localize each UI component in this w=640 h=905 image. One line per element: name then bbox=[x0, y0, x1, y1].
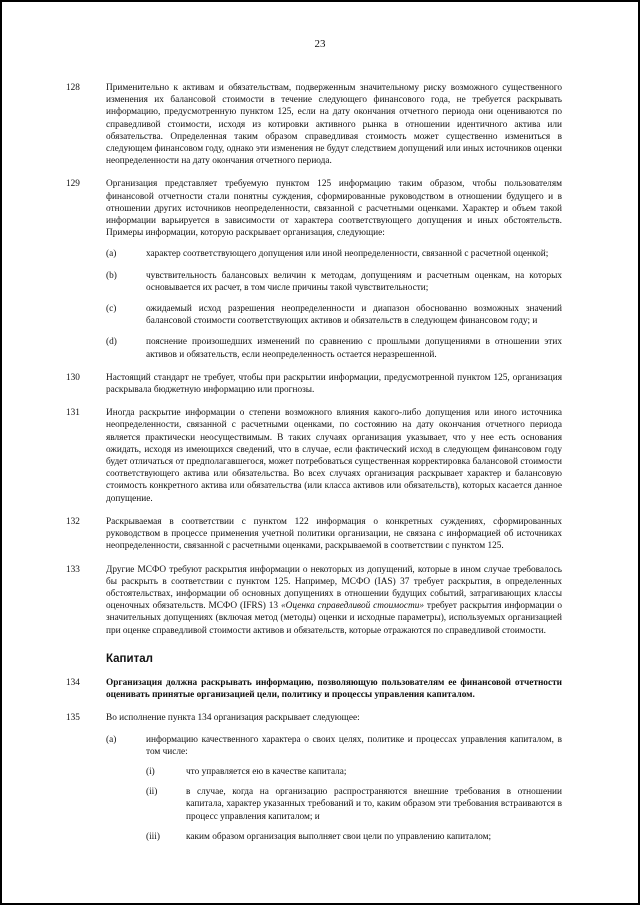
list-item-label: (d) bbox=[106, 337, 117, 348]
paragraph-135 bbox=[66, 712, 562, 843]
text-segment: Другие МСФО требуют раскрытия информации о некоторых из допущений, которые в ином случае требовалось бы раскрыть в соответствии с пунктом 125. Например, МСФО (IAS) 37 требует раскрытия, в определенных обстоятельствах, информации об основных допущениях в отношении будущих событий, затрагивающих классы оценочных обязательств. МСФО (IFRS) 13 bbox=[106, 564, 562, 612]
list-item-label: (c) bbox=[106, 304, 117, 315]
paragraph-number: 132 bbox=[66, 516, 80, 527]
sub-list-item bbox=[146, 766, 562, 778]
list-item-text: пояснение произошедших изменений по сравнению с прошлыми допущениями в отношении этих активов и обязательств, если неопределенность остается неразрешенной. bbox=[146, 337, 562, 360]
sub-list-item-text: в случае, когда на организацию распространяются внешние требования в отношении капитала, характер указанных требований и то, каким образом эти требования встраиваются в процесс управления капиталом; и bbox=[186, 787, 562, 822]
paragraph-text: Иногда раскрытие информации о степени возможного влияния какого-либо допущения или иного источника неопределенности, связанной с расчетными оценками, по состоянию на дату окончания отчетного периода является практически неосуществимым. В таких случаях организация указывает, что у нее есть основания ожидать, исходя из имеющихся сведений, что в случае, если фактический исход в следующем финансовом году будет отличаться от предполагавшегося, может потребоваться существенная корректировка балансовой стоимости соответствующего актива или обязательства. Во всех случаях организация раскрывает характер и балансовую стоимость конкретного актива или обязательства (или класса активов или обязательств), которых касается данное допущение. bbox=[106, 408, 562, 504]
paragraph-130 bbox=[66, 372, 562, 396]
paragraph-134 bbox=[66, 677, 562, 701]
paragraph-text: Применительно к активам и обязательствам, подверженным значительному риску возможного существенного изменения их балансовой стоимости в течение следующего финансового года, не требуется раскрывать информацию, предусмотренную пунктом 125, если на дату окончания отчетного периода они оцениваются по справедливой стоимости, исходя из котировки активного рынка в отношении идентичного актива или обязательства. Определенная таким образом справедливая стоимость может существенно измениться в следующем финансовом году, однако эти изменения не будут следствием допущений или иных источников оценки неопределенности на дату окончания отчетного периода. bbox=[106, 83, 562, 167]
sub-list-item-text: каким образом организация выполняет свои цели по управлению капиталом; bbox=[186, 831, 492, 842]
paragraph-number: 130 bbox=[66, 372, 80, 383]
paragraph-131 bbox=[66, 407, 562, 505]
paragraph-number: 135 bbox=[66, 713, 80, 724]
list-item-label: (a) bbox=[106, 734, 117, 745]
paragraph-text: Настоящий стандарт не требует, чтобы при раскрытии информации, предусмотренной пунктом 125, организация раскрывала бюджетную информацию или прогнозы. bbox=[106, 372, 562, 396]
paragraph-number: 131 bbox=[66, 408, 80, 419]
list-item bbox=[106, 303, 562, 327]
paragraph-text-bold: Организация должна раскрывать информацию, позволяющую пользователям ее финансовой отчетности оценивать принятые организацией цели, политику и процессы управления капиталом. bbox=[106, 677, 562, 701]
paragraph-132 bbox=[66, 516, 562, 553]
sub-list-item-label: (iii) bbox=[146, 831, 160, 842]
list-item-text: характер соответствующего допущения или иной неопределенности, связанной с расчетной оценкой; bbox=[146, 249, 549, 260]
list-item bbox=[106, 248, 562, 260]
paragraph-number: 133 bbox=[66, 564, 80, 575]
paragraph-129 bbox=[66, 178, 562, 360]
section-heading: Капитал bbox=[106, 652, 153, 665]
paragraph-number: 129 bbox=[66, 179, 80, 190]
sub-list-item-label: (ii) bbox=[146, 787, 158, 798]
paragraph-text: Раскрываемая в соответствии с пунктом 122 информация о конкретных суждениях, сформированных руководством в процессе применения учетной политики организации, не связана с информацией об источниках неопределенности, связанной с расчетными оценками, раскрываемой в соответствии с пунктом 125. bbox=[106, 516, 562, 552]
sub-list-item-text: что управляется ею в качестве капитала; bbox=[186, 766, 347, 777]
list-item bbox=[106, 336, 562, 360]
list-item bbox=[106, 734, 562, 843]
paragraph-text: Во исполнение пункта 134 организация раскрывает следующее: bbox=[106, 713, 360, 724]
sub-list-item bbox=[146, 786, 562, 823]
paragraph-text bbox=[106, 564, 562, 637]
list-item bbox=[106, 270, 562, 294]
paragraph-133 bbox=[66, 564, 562, 637]
sub-list-item bbox=[146, 831, 562, 843]
document-title-italic: «Оценка справедливой стоимости» bbox=[280, 601, 425, 612]
page-number: 23 bbox=[314, 38, 326, 50]
list-item-text: информацию качественного характера о своих целях, политике и процессах управления капиталом, в том числе: bbox=[146, 734, 562, 757]
paragraph-text: Организация представляет требуемую пунктом 125 информацию таким образом, чтобы пользователям финансовой отчетности стали понятны суждения, сформированные руководством в отношении будущего и в отношении других источников неопределенности, связанной с расчетными оценками. Характер и объем такой информации варьируется в зависимости от характера соответствующего допущения и иных обстоятельств. Примеры информации, которую раскрывает организация, следующие: bbox=[106, 179, 562, 239]
page-content bbox=[66, 82, 562, 854]
list-item-text: чувствительность балансовых величин к методам, допущениям и расчетным оценкам, на которых основывается их расчет, в том числе причины такой чувствительности; bbox=[146, 270, 562, 293]
sub-list-item-label: (i) bbox=[146, 766, 155, 777]
list-item-text: ожидаемый исход разрешения неопределенности и диапазон обоснованно возможных значений балансовой стоимости соответствующих активов и обязательств в следующем финансовом году; и bbox=[146, 304, 562, 327]
list-item-label: (b) bbox=[106, 270, 117, 281]
paragraph-128 bbox=[66, 82, 562, 167]
text-segment: требует раскрытия информации о значительных допущениях (включая метод (методы) оценки и исходные параметры), используемых организацией при оценке справедливой стоимости активов и обязательств, которые отражаются по справедливой стоимости. bbox=[106, 601, 562, 636]
list-item-label: (a) bbox=[106, 249, 117, 260]
paragraph-number: 134 bbox=[66, 677, 80, 688]
paragraph-number: 128 bbox=[66, 83, 80, 93]
